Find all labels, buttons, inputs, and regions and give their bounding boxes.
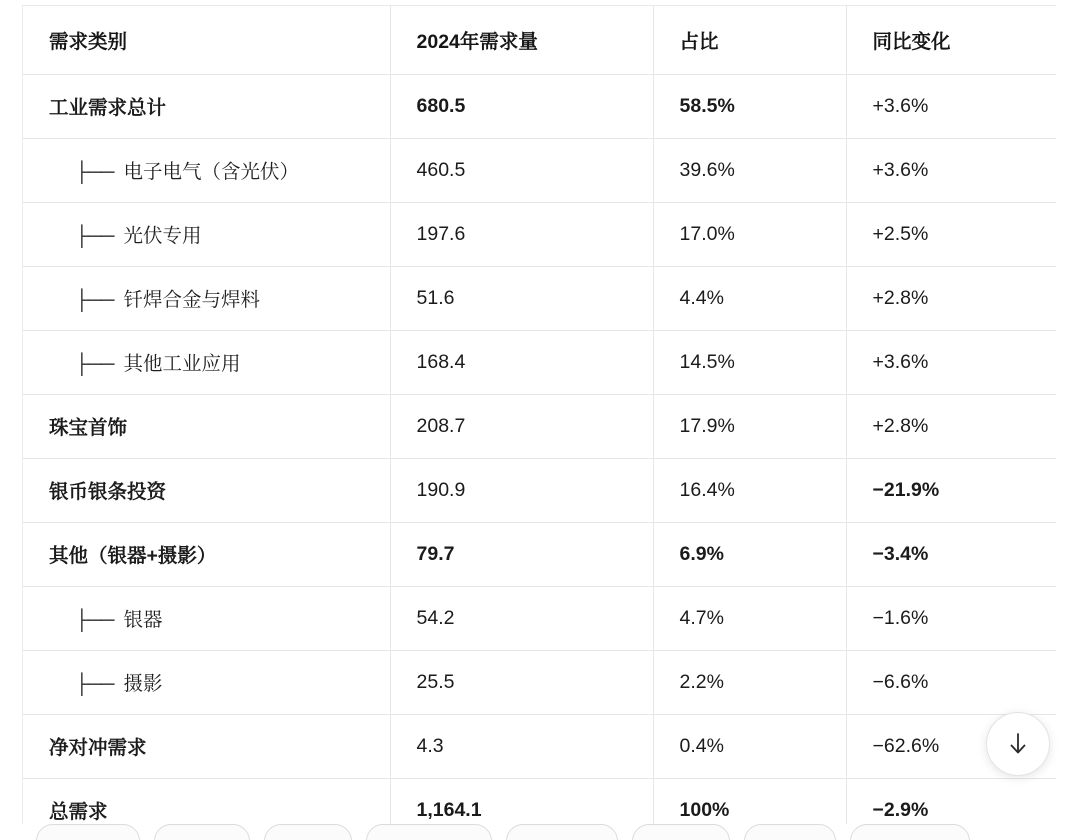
cell-yoy: +3.6% [846,138,1056,202]
cell-category-label: 光伏专用 [123,225,202,247]
cell-yoy: −3.4% [846,522,1056,586]
tree-branch-icon: ├── [75,225,114,247]
cell-demand: 54.2 [390,586,653,650]
cell-yoy: −21.9% [846,458,1056,522]
chip-3[interactable] [264,824,352,840]
table-row [23,714,1056,778]
cell-share: 4.4% [653,266,846,330]
chip-2[interactable] [154,824,250,840]
cell-share: 14.5% [653,330,846,394]
cell-category-label: 电子电气（含光伏） [123,161,299,183]
cell-share: 4.7% [653,586,846,650]
cell-demand: 25.5 [390,650,653,714]
cell-category [23,586,390,650]
cell-demand: 168.4 [390,330,653,394]
cell-yoy: −1.6% [846,586,1056,650]
cell-category [23,330,390,394]
cell-yoy: −2.9% [846,778,1056,840]
table-row [23,266,1056,330]
cell-yoy: +3.6% [846,330,1056,394]
chip-5[interactable] [506,824,618,840]
tree-branch-icon: ├── [75,353,114,375]
table-row [23,586,1056,650]
tree-branch-icon: ├── [75,609,114,631]
cell-yoy: +2.8% [846,266,1056,330]
chip-7[interactable] [744,824,836,840]
cell-share: 17.9% [653,394,846,458]
cell-yoy: −6.6% [846,650,1056,714]
tree-branch-icon: ├── [75,161,114,183]
cell-yoy: +2.8% [846,394,1056,458]
table-row [23,458,1056,522]
cell-demand: 190.9 [390,458,653,522]
cell-category-label: 银器 [123,609,163,631]
cell-category-label: 摄影 [123,673,163,695]
cell-share: 58.5% [653,74,846,138]
scroll-to-bottom-button[interactable] [986,712,1050,776]
cell-demand: 208.7 [390,394,653,458]
column-header-demand: 2024年需求量 [390,6,653,74]
chip-1[interactable] [36,824,140,840]
table-row [23,522,1056,586]
cell-category: 其他（银器+摄影） [23,522,390,586]
cell-demand: 51.6 [390,266,653,330]
chip-4[interactable] [366,824,492,840]
cell-share: 6.9% [653,522,846,586]
arrow-down-icon [1006,731,1030,757]
table-row [23,394,1056,458]
column-header-share: 占比 [653,6,846,74]
cell-category: 总需求 [23,778,390,840]
table-header-row [23,6,1056,74]
chip-6[interactable] [632,824,730,840]
cell-category [23,138,390,202]
cell-share: 2.2% [653,650,846,714]
cell-share: 100% [653,778,846,840]
cell-demand: 4.3 [390,714,653,778]
cell-yoy: −62.6% [846,714,1056,778]
cell-demand: 680.5 [390,74,653,138]
chip-8[interactable] [850,824,970,840]
cell-demand: 1,164.1 [390,778,653,840]
cell-category-label: 其他工业应用 [123,353,241,375]
table-row [23,650,1056,714]
cell-yoy: +2.5% [846,202,1056,266]
cell-category [23,202,390,266]
silver-demand-table [23,6,1056,840]
table-row [23,330,1056,394]
cell-yoy: +3.6% [846,74,1056,138]
column-header-yoy: 同比变化 [846,6,1056,74]
left-edge-rail [0,0,23,840]
column-header-category: 需求类别 [23,6,390,74]
table-row [23,74,1056,138]
table-header [23,6,1056,74]
right-edge-rail [1056,0,1080,840]
cell-category: 净对冲需求 [23,714,390,778]
cell-share: 0.4% [653,714,846,778]
tree-branch-icon: ├── [75,289,114,311]
table-row [23,138,1056,202]
demand-table-container [23,6,1056,840]
cell-category-label: 钎焊合金与焊料 [123,289,260,311]
cell-demand: 197.6 [390,202,653,266]
cell-category [23,266,390,330]
cell-category [23,650,390,714]
cell-share: 16.4% [653,458,846,522]
cell-category: 工业需求总计 [23,74,390,138]
cell-demand: 460.5 [390,138,653,202]
cell-share: 17.0% [653,202,846,266]
table-row [23,202,1056,266]
cell-demand: 79.7 [390,522,653,586]
cell-share: 39.6% [653,138,846,202]
tree-branch-icon: ├── [75,673,114,695]
cell-category: 银币银条投资 [23,458,390,522]
table-body [23,74,1056,840]
cell-category: 珠宝首饰 [23,394,390,458]
suggestion-chip-strip [0,824,1080,840]
